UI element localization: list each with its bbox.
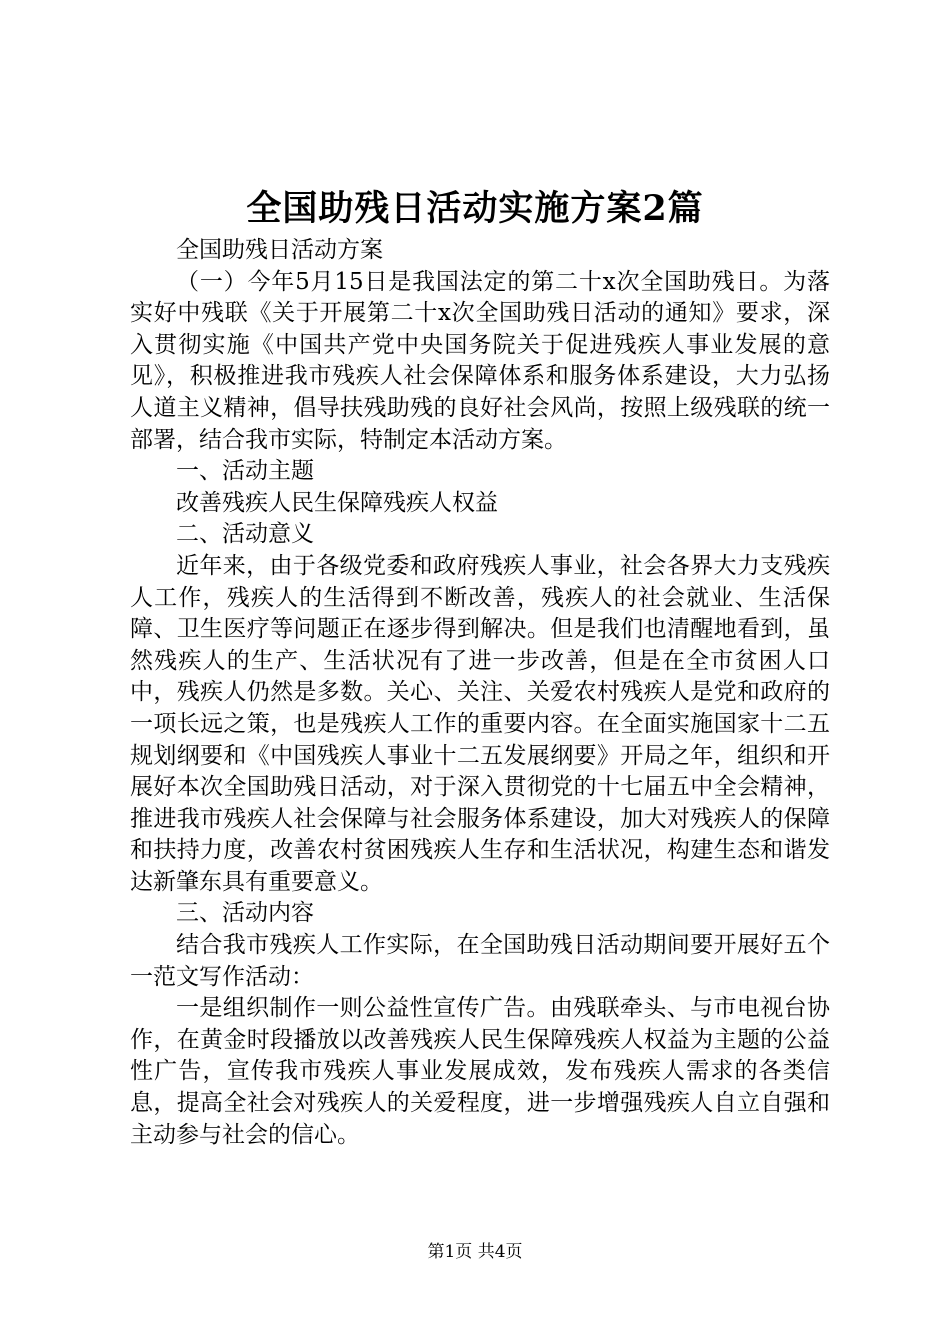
paragraph-content-item-1: 一是组织制作一则公益性宣传广告。由残联牵头、与市电视台协作，在黄金时段播放以改善残疾人民生保障残疾人权益为主题的公益性广告，宣传我市残疾人事业发展成效，发布残疾人需求的各类信息，提高全社会对残疾人的关爱程度，进一步增强残疾人自立自强和主动参与社会的信心。 [130, 995, 830, 1148]
section-heading-content: 三、活动内容 [176, 900, 314, 927]
document-body [130, 235, 830, 1151]
paragraph-subtitle: 全国助残日活动方案 [176, 237, 383, 263]
document-title: 全国助残日活动实施方案2篇 [246, 188, 704, 229]
paragraph-significance: 近年来，由于各级党委和政府残疾人事业，社会各界大力支残疾人工作，残疾人的生活得到不断改善，残疾人的社会就业、生活保障、卫生医疗等问题正在逐步得到解决。但是我们也清醒地看到，虽然残疾人的生产、生活状况有了进一步改善，但是在全市贫困人口中，残疾人仍然是多数。关心、关注、关爱农村残疾人是党和政府的一项长远之策，也是残疾人工作的重要内容。在全面实施国家十二五规划纲要和《中国残疾人事业十二五发展纲要》开局之年，组织和开展好本次全国助残日活动，对于深入贯彻党的十七届五中全会精神，推进我市残疾人社会保障与社会服务体系建设，加大对残疾人的保障和扶持力度，改善农村贫困残疾人生存和生活状况，构建生态和谐发达新肇东具有重要意义。 [130, 552, 830, 895]
paragraph-theme: 改善残疾人民生保障残疾人权益 [176, 489, 498, 516]
page-footer: 第1页 共4页 [427, 1242, 523, 1262]
section-heading-significance: 二、活动意义 [176, 521, 314, 548]
paragraph-intro: （一）今年5月15日是我国法定的第二十x次全国助残日。为落实好中残联《关于开展第二十x次全国助残日活动的通知》要求，深入贯彻实施《中国共产党中央国务院关于促进残疾人事业发展的意见》，积极推进我市残疾人社会保障体系和服务体系建设，大力弘扬人道主义精神，倡导扶残助残的良好社会风尚，按照上级残联的统一部署，结合我市实际，特制定本活动方案。 [130, 268, 830, 453]
section-heading-theme: 一、活动主题 [176, 458, 314, 485]
paragraph-content-intro: 结合我市残疾人工作实际，在全国助残日活动期间要开展好五个一范文写作活动： [130, 932, 830, 990]
